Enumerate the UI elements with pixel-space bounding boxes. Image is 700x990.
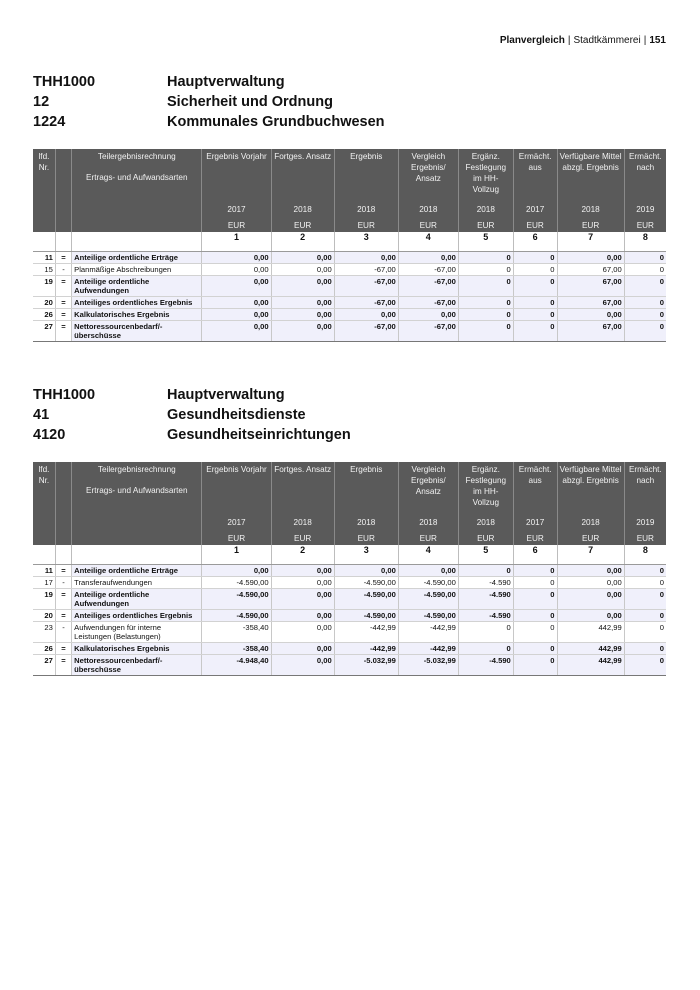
col-number: 5 [458, 545, 513, 565]
col-7-header: Verfügbare Mittel abzgl. Ergebnis [557, 462, 624, 514]
year-cell: 2019 [624, 514, 666, 531]
row-operator: = [55, 321, 71, 342]
value-cell: -4.948,40 [202, 655, 271, 676]
value-cell: 67,00 [557, 276, 624, 297]
value-cell: 0,00 [271, 643, 334, 655]
value-cell: 0 [458, 622, 513, 643]
row-label: Aufwendungen für interne Leistungen (Belastungen) [72, 622, 202, 643]
year-cell: 2018 [398, 514, 458, 531]
value-cell: 0,00 [202, 297, 271, 309]
value-cell: -4.590,00 [202, 589, 271, 610]
value-cell: 0 [513, 643, 557, 655]
col-2-header: Fortges. Ansatz [271, 462, 334, 514]
year-cell: 2017 [513, 201, 557, 218]
col-6-header: Ermächt. aus [513, 462, 557, 514]
value-cell: 0,00 [398, 565, 458, 577]
value-cell: 0 [458, 309, 513, 321]
table-row [33, 321, 666, 342]
value-cell: 0,00 [557, 252, 624, 264]
section-title-row [33, 385, 666, 405]
value-cell: 0,00 [334, 565, 398, 577]
value-cell: -67,00 [334, 297, 398, 309]
section-title-row [33, 112, 666, 132]
value-cell: 0,00 [202, 321, 271, 342]
row-label: Planmäßige Abschreibungen [72, 264, 202, 276]
value-cell: 0,00 [557, 589, 624, 610]
value-cell: -442,99 [398, 622, 458, 643]
table-row [33, 622, 666, 643]
col-number: 3 [334, 232, 398, 252]
col-3-header: Ergebnis [334, 149, 398, 201]
value-cell: 0 [624, 252, 666, 264]
row-operator: - [55, 622, 71, 643]
row-operator: = [55, 252, 71, 264]
value-cell: 0,00 [202, 565, 271, 577]
page-header: Planvergleich | Stadtkämmerei | 151 [499, 35, 666, 46]
row-number: 15 [33, 264, 55, 276]
value-cell: 0,00 [271, 577, 334, 589]
row-operator: - [55, 264, 71, 276]
section-code: 12 [33, 94, 50, 110]
value-cell: -67,00 [398, 321, 458, 342]
col-8-header: Ermächt. nach [624, 462, 666, 514]
row-label: Anteilige ordentliche Aufwendungen [72, 276, 202, 297]
table-row [33, 276, 666, 297]
value-cell: 0,00 [271, 264, 334, 276]
col-number: 2 [271, 232, 334, 252]
value-cell: 0 [513, 309, 557, 321]
row-label: Kalkulatorisches Ergebnis [72, 309, 202, 321]
value-cell: -4.590 [458, 589, 513, 610]
value-cell: 0 [624, 565, 666, 577]
unit-cell: EUR [458, 218, 513, 232]
col-number: 1 [202, 232, 271, 252]
value-cell: 442,99 [557, 643, 624, 655]
section-title-row [33, 72, 666, 92]
section-code: THH1000 [33, 387, 96, 403]
row-label: Nettoressourcenbedarf/-überschüsse [72, 321, 202, 342]
year-cell: 2018 [458, 201, 513, 218]
value-cell: 0,00 [202, 309, 271, 321]
row-number: 19 [33, 589, 55, 610]
col-2-header: Fortges. Ansatz [271, 149, 334, 201]
section-2 [33, 385, 666, 676]
value-cell: -4.590 [458, 577, 513, 589]
unit-cell: EUR [202, 218, 271, 232]
value-cell: 0,00 [202, 276, 271, 297]
unit-cell: EUR [334, 218, 398, 232]
value-cell: -67,00 [398, 297, 458, 309]
value-cell: 0,00 [398, 309, 458, 321]
table-row [33, 643, 666, 655]
value-cell: 0,00 [271, 297, 334, 309]
value-cell: 0,00 [271, 252, 334, 264]
col-label-header: Teilergebnisrechnung Ertrags- und Aufwandsarten [72, 149, 202, 201]
col-number: 7 [557, 232, 624, 252]
value-cell: -4.590,00 [334, 589, 398, 610]
value-cell: 0 [513, 321, 557, 342]
unit-cell: EUR [513, 531, 557, 545]
col-number: 4 [398, 545, 458, 565]
row-number: 19 [33, 276, 55, 297]
value-cell: 0,00 [271, 321, 334, 342]
value-cell: 0 [624, 643, 666, 655]
value-cell: 0,00 [557, 610, 624, 622]
col-1-header: Ergebnis Vorjahr [202, 462, 271, 514]
col-4-header: Vergleich Ergebnis/ Ansatz [398, 149, 458, 201]
year-cell: 2018 [398, 201, 458, 218]
value-cell: 0 [458, 252, 513, 264]
value-cell: 0 [624, 264, 666, 276]
table-row [33, 655, 666, 676]
value-cell: 0,00 [202, 264, 271, 276]
section-name: Gesundheitseinrichtungen [167, 427, 351, 443]
value-cell: -4.590,00 [202, 610, 271, 622]
row-number: 27 [33, 321, 55, 342]
row-operator: = [55, 297, 71, 309]
col-3-header: Ergebnis [334, 462, 398, 514]
row-number: 27 [33, 655, 55, 676]
value-cell: 0 [513, 622, 557, 643]
value-cell: 67,00 [557, 321, 624, 342]
section-code: 41 [33, 407, 50, 423]
value-cell: -67,00 [398, 264, 458, 276]
value-cell: 67,00 [557, 297, 624, 309]
value-cell: 0,00 [398, 252, 458, 264]
value-cell: -442,99 [398, 643, 458, 655]
value-cell: -4.590 [458, 655, 513, 676]
row-operator: = [55, 565, 71, 577]
section-name: Hauptverwaltung [167, 74, 285, 90]
year-cell: 2018 [458, 514, 513, 531]
value-cell: -4.590,00 [398, 610, 458, 622]
col-nr-header: lfd. Nr. [33, 462, 55, 514]
col-number: 2 [271, 545, 334, 565]
col-number: 3 [334, 545, 398, 565]
value-cell: 0 [624, 297, 666, 309]
value-cell: 0,00 [557, 565, 624, 577]
value-cell: 0 [513, 297, 557, 309]
value-cell: -442,99 [334, 643, 398, 655]
value-cell: 0 [513, 577, 557, 589]
table-row [33, 297, 666, 309]
section-name: Gesundheitsdienste [167, 407, 306, 423]
col-number: 6 [513, 232, 557, 252]
section-name: Hauptverwaltung [167, 387, 285, 403]
result-table [33, 149, 666, 342]
col-5-header: Ergänz. Festlegung im HH-Vollzug [458, 462, 513, 514]
col-nr-header: lfd. Nr. [33, 149, 55, 201]
row-label: Anteilige ordentliche Erträge [72, 565, 202, 577]
row-label: Nettoressourcenbedarf/-überschüsse [72, 655, 202, 676]
value-cell: -4.590,00 [398, 577, 458, 589]
col-number: 5 [458, 232, 513, 252]
col-label-header: Teilergebnisrechnung Ertrags- und Aufwandsarten [72, 462, 202, 514]
value-cell: 0 [513, 252, 557, 264]
col-5-header: Ergänz. Festlegung im HH-Vollzug [458, 149, 513, 201]
value-cell: -4.590,00 [398, 589, 458, 610]
row-operator: = [55, 655, 71, 676]
value-cell: 0,00 [271, 276, 334, 297]
col-7-header: Verfügbare Mittel abzgl. Ergebnis [557, 149, 624, 201]
value-cell: 0 [624, 309, 666, 321]
value-cell: -358,40 [202, 643, 271, 655]
year-cell: 2017 [513, 514, 557, 531]
row-operator: = [55, 276, 71, 297]
value-cell: -4.590,00 [334, 610, 398, 622]
unit-cell: EUR [624, 218, 666, 232]
table-row [33, 309, 666, 321]
value-cell: -5.032,99 [334, 655, 398, 676]
unit-cell: EUR [398, 531, 458, 545]
value-cell: 0,00 [334, 252, 398, 264]
row-label: Anteiliges ordentliches Ergebnis [72, 297, 202, 309]
value-cell: 442,99 [557, 655, 624, 676]
value-cell: -442,99 [334, 622, 398, 643]
unit-cell: EUR [271, 531, 334, 545]
unit-cell: EUR [557, 531, 624, 545]
row-label: Kalkulatorisches Ergebnis [72, 643, 202, 655]
row-label: Anteiliges ordentliches Ergebnis [72, 610, 202, 622]
row-operator: = [55, 643, 71, 655]
value-cell: -4.590,00 [202, 577, 271, 589]
section-titles [33, 72, 666, 132]
section-title-row [33, 405, 666, 425]
col-4-header: Vergleich Ergebnis/ Ansatz [398, 462, 458, 514]
header-dept: Stadtkämmerei [573, 35, 641, 46]
unit-cell: EUR [271, 218, 334, 232]
result-table [33, 462, 666, 676]
value-cell: 0,00 [557, 577, 624, 589]
value-cell: 0 [458, 276, 513, 297]
row-operator: - [55, 577, 71, 589]
table-row [33, 264, 666, 276]
value-cell: 0 [624, 622, 666, 643]
value-cell: 0 [624, 655, 666, 676]
value-cell: 0 [458, 264, 513, 276]
value-cell: 0,00 [202, 252, 271, 264]
value-cell: 0 [624, 589, 666, 610]
value-cell: 0 [458, 297, 513, 309]
value-cell: 0 [513, 264, 557, 276]
value-cell: 0,00 [271, 589, 334, 610]
table-row [33, 565, 666, 577]
value-cell: -67,00 [398, 276, 458, 297]
value-cell: 0 [513, 655, 557, 676]
col-8-header: Ermächt. nach [624, 149, 666, 201]
year-cell: 2018 [271, 514, 334, 531]
section-title-row [33, 92, 666, 112]
year-cell: 2018 [334, 514, 398, 531]
col-number: 1 [202, 545, 271, 565]
col-number: 6 [513, 545, 557, 565]
unit-cell: EUR [513, 218, 557, 232]
value-cell: 0,00 [334, 309, 398, 321]
section-title-row [33, 425, 666, 445]
value-cell: 0 [624, 321, 666, 342]
unit-cell: EUR [624, 531, 666, 545]
row-label: Transferaufwendungen [72, 577, 202, 589]
year-cell: 2019 [624, 201, 666, 218]
value-cell: 0 [513, 610, 557, 622]
col-number: 4 [398, 232, 458, 252]
year-cell: 2018 [334, 201, 398, 218]
row-number: 11 [33, 252, 55, 264]
value-cell: -67,00 [334, 276, 398, 297]
row-label: Anteilige ordentliche Aufwendungen [72, 589, 202, 610]
row-number: 26 [33, 643, 55, 655]
value-cell: 0 [624, 610, 666, 622]
value-cell: -67,00 [334, 264, 398, 276]
page-number: 151 [649, 35, 666, 46]
unit-cell: EUR [398, 218, 458, 232]
year-cell: 2017 [202, 201, 271, 218]
value-cell: 0 [513, 565, 557, 577]
value-cell: -358,40 [202, 622, 271, 643]
value-cell: 67,00 [557, 264, 624, 276]
value-cell: 0 [513, 276, 557, 297]
value-cell: 0,00 [271, 565, 334, 577]
year-cell: 2018 [557, 201, 624, 218]
col-number: 7 [557, 545, 624, 565]
value-cell: 0 [513, 589, 557, 610]
value-cell: 0 [624, 276, 666, 297]
value-cell: 0,00 [557, 309, 624, 321]
col-1-header: Ergebnis Vorjahr [202, 149, 271, 201]
table-row [33, 577, 666, 589]
section-titles [33, 385, 666, 445]
row-number: 23 [33, 622, 55, 643]
unit-cell: EUR [202, 531, 271, 545]
value-cell: 0,00 [271, 622, 334, 643]
col-number: 8 [624, 545, 666, 565]
section-1 [33, 72, 666, 342]
value-cell: 0,00 [271, 655, 334, 676]
value-cell: 0,00 [271, 610, 334, 622]
year-cell: 2017 [202, 514, 271, 531]
row-operator: = [55, 610, 71, 622]
section-name: Kommunales Grundbuchwesen [167, 114, 385, 130]
section-name: Sicherheit und Ordnung [167, 94, 333, 110]
value-cell: 0,00 [271, 309, 334, 321]
value-cell: 0 [624, 577, 666, 589]
year-cell: 2018 [271, 201, 334, 218]
row-number: 26 [33, 309, 55, 321]
section-code: 1224 [33, 114, 66, 130]
value-cell: 0 [458, 643, 513, 655]
header-title: Planvergleich [499, 35, 565, 46]
row-number: 11 [33, 565, 55, 577]
unit-cell: EUR [458, 531, 513, 545]
value-cell: 442,99 [557, 622, 624, 643]
value-cell: 0 [458, 565, 513, 577]
row-operator: = [55, 589, 71, 610]
value-cell: 0 [458, 321, 513, 342]
row-number: 20 [33, 297, 55, 309]
table-row [33, 589, 666, 610]
col-6-header: Ermächt. aus [513, 149, 557, 201]
value-cell: -67,00 [334, 321, 398, 342]
col-number: 8 [624, 232, 666, 252]
value-cell: -4.590 [458, 610, 513, 622]
value-cell: -5.032,99 [398, 655, 458, 676]
row-operator: = [55, 309, 71, 321]
row-number: 20 [33, 610, 55, 622]
unit-cell: EUR [334, 531, 398, 545]
table-row [33, 610, 666, 622]
table-row [33, 252, 666, 264]
row-number: 17 [33, 577, 55, 589]
value-cell: -4.590,00 [334, 577, 398, 589]
row-label: Anteilige ordentliche Erträge [72, 252, 202, 264]
unit-cell: EUR [557, 218, 624, 232]
section-code: 4120 [33, 427, 66, 443]
section-code: THH1000 [33, 74, 96, 90]
year-cell: 2018 [557, 514, 624, 531]
